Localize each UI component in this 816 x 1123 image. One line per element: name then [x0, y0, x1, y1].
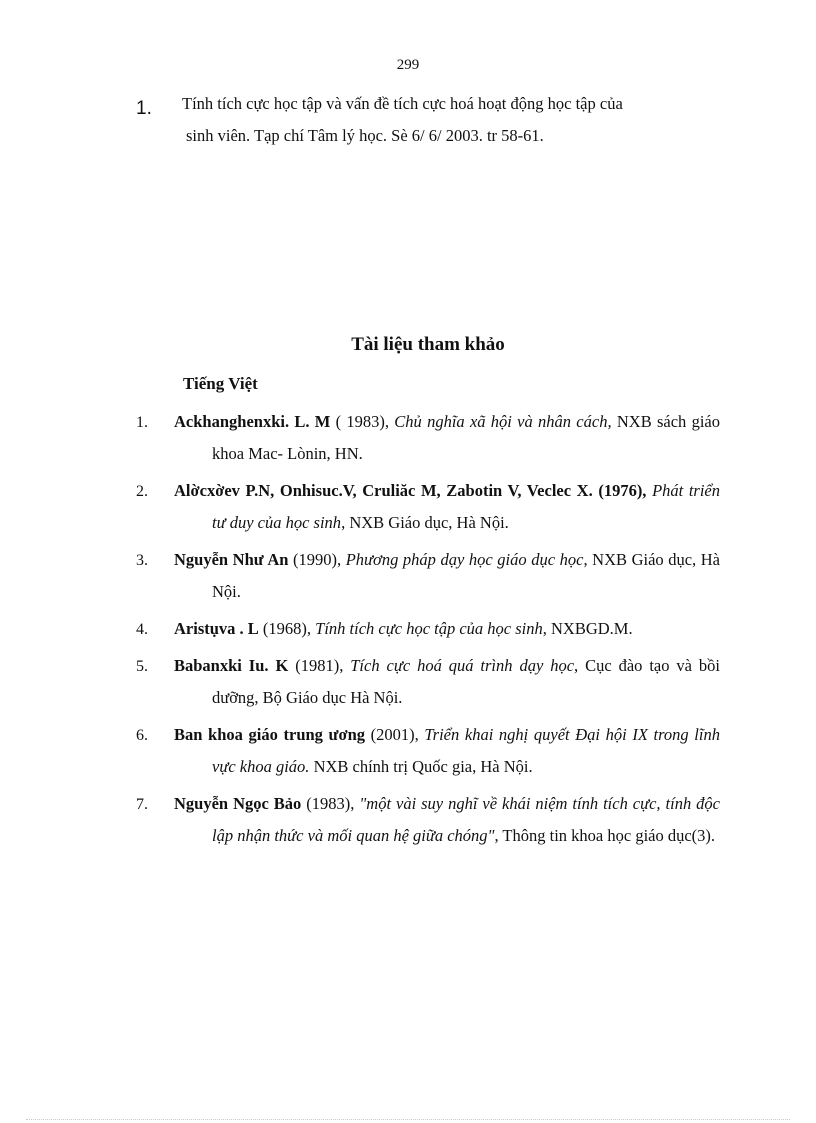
reference-text — [174, 544, 720, 608]
reference-publisher: NXB chính trị Quốc gia, Hà Nội. — [309, 757, 533, 776]
reference-item — [136, 719, 720, 783]
reference-author: Nguyễn Như An — [174, 550, 289, 569]
reference-author: Aristụva . L — [174, 619, 259, 638]
reference-item — [136, 650, 720, 714]
reference-item — [136, 475, 720, 539]
reference-publisher: , NXB Giáo dục, Hà Nội. — [212, 550, 720, 601]
reference-text — [174, 613, 720, 645]
reference-title: Tích cực hoá quá trình dạy học — [350, 656, 575, 675]
reference-publisher: , NXBGD.M. — [542, 619, 633, 638]
reference-number: 2. — [136, 483, 148, 500]
top-entry-number: 1. — [136, 98, 152, 119]
reference-text — [174, 719, 720, 783]
reference-title: Triển khai nghị quyết Đại hội IX trong lĩnh vực khoa giáo. — [212, 725, 720, 776]
reference-year: (1981), — [288, 656, 351, 675]
reference-author: Ban khoa giáo trung ương — [174, 725, 366, 744]
reference-title: Phương pháp dạy học giáo dục học — [345, 550, 584, 569]
reference-year: (1990), — [288, 550, 346, 569]
reference-item — [136, 544, 720, 608]
top-entry-line-2: sinh viên. Tạp chí Tâm lý học. Sè 6/ 6/ 2003. tr 58-61. — [186, 126, 544, 145]
reference-text — [174, 650, 720, 714]
reference-author: Alờcxờev P.N, Onhisuc.V, Cruliăc M, Zabotin V, Veclec X. (1976), — [174, 481, 647, 500]
reference-publisher: , NXB Giáo dục, Hà Nội. — [341, 513, 509, 532]
subheading-vietnamese: Tiếng Việt — [183, 374, 258, 393]
reference-number: 4. — [136, 621, 148, 638]
reference-publisher: , Cục đào tạo và bồi dưỡng, Bộ Giáo dục Hà Nội. — [212, 656, 720, 707]
reference-item — [136, 406, 720, 470]
section-title: Tài liệu tham khảo — [351, 334, 505, 355]
reference-title: Chủ nghĩa xã hội và nhân cách, — [394, 412, 612, 431]
reference-text — [174, 475, 720, 539]
reference-number: 5. — [136, 658, 148, 675]
page-number: 299 — [396, 57, 420, 73]
reference-list — [136, 406, 720, 857]
reference-year: (1968), — [258, 619, 316, 638]
reference-title: "một vài suy nghĩ về khái niệm tính tích cực, tính độc lập nhận thức và mối quan hệ giữa chóng" — [212, 794, 720, 845]
reference-year: (2001), — [365, 725, 425, 744]
reference-author: Nguyễn Ngọc Bảo — [174, 794, 302, 813]
reference-author: Babanxki Iu. K — [174, 656, 289, 675]
reference-number: 7. — [136, 796, 148, 813]
reference-number: 6. — [136, 727, 148, 744]
reference-author: Ackhanghenxki. L. M — [174, 412, 331, 431]
reference-title: Tính tích cực học tập của học sinh — [315, 619, 543, 638]
top-entry-text — [182, 88, 726, 152]
reference-text — [174, 788, 720, 852]
reference-year: ( 1983), — [330, 412, 395, 431]
reference-item — [136, 788, 720, 852]
top-reference-entry — [136, 88, 726, 152]
page-bottom-divider — [26, 1119, 790, 1120]
reference-publisher: , Thông tin khoa học giáo dục(3). — [494, 826, 716, 845]
reference-text — [174, 406, 720, 470]
reference-title: Phát triển tư duy của học sinh — [212, 481, 721, 532]
reference-publisher: NXB sách giáo khoa Mac- Lònin, HN. — [212, 412, 720, 463]
reference-number: 3. — [136, 552, 148, 569]
reference-number: 1. — [136, 414, 148, 431]
top-entry-line-1: Tính tích cực học tập và vấn đề tích cực hoá hoạt động học tập của — [182, 94, 623, 113]
reference-item — [136, 613, 720, 645]
reference-year: (1983), — [301, 794, 360, 813]
